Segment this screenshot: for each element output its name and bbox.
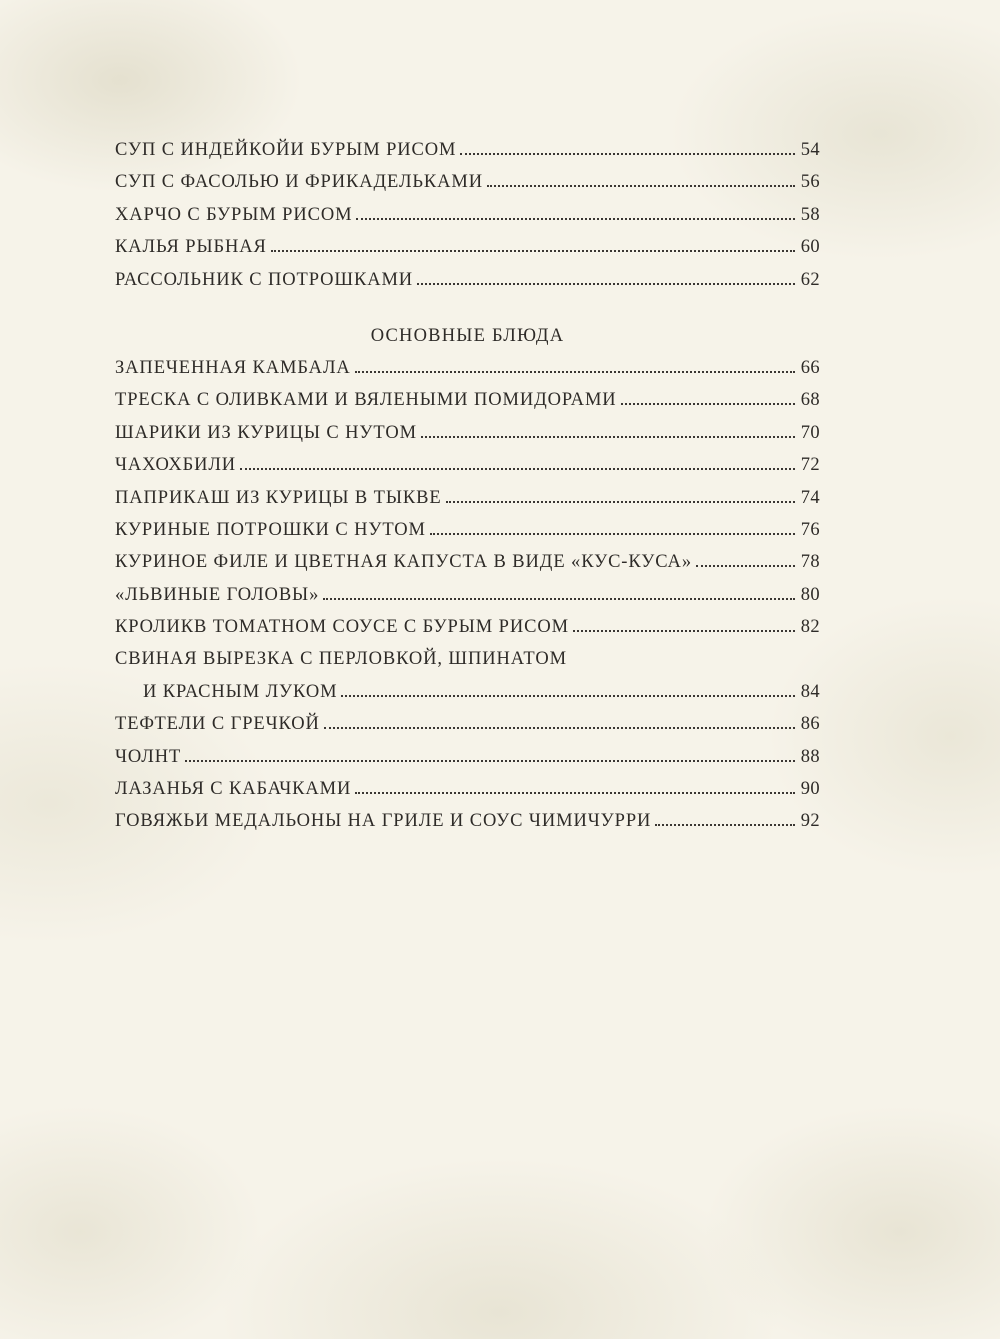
dot-leader <box>460 153 794 155</box>
dot-leader <box>655 824 794 826</box>
dot-leader <box>487 185 795 187</box>
toc-entry-continuation[interactable] <box>115 682 820 714</box>
dot-leader <box>240 468 795 470</box>
dot-leader <box>446 501 795 503</box>
toc-entry-title: ТЕФТЕЛИ С ГРЕЧКОЙ <box>115 714 320 735</box>
section-heading: ОСНОВНЫЕ БЛЮДА <box>370 325 565 346</box>
toc-entry[interactable] <box>115 617 820 649</box>
table-of-contents <box>115 140 820 844</box>
toc-entry-title: ЧАХОХБИЛИ <box>115 455 237 476</box>
toc-entry-title: ТРЕСКА С ОЛИВКАМИ И ВЯЛЕНЫМИ ПОМИДОРАМИ <box>115 390 617 411</box>
toc-entry-page: 86 <box>800 714 820 735</box>
toc-entry[interactable] <box>115 140 820 172</box>
toc-entry[interactable] <box>115 237 820 269</box>
dot-leader <box>696 565 795 567</box>
toc-entry[interactable] <box>115 585 820 617</box>
toc-entry[interactable] <box>115 205 820 237</box>
toc-entry[interactable] <box>115 714 820 746</box>
toc-entry-title-continuation: И КРАСНЫМ ЛУКОМ <box>143 681 338 702</box>
toc-entry-title: ЛАЗАНЬЯ С КАБАЧКАМИ <box>115 779 352 800</box>
toc-entry-title: КРОЛИКВ ТОМАТНОМ СОУСЕ С БУРЫМ РИСОМ <box>115 617 569 638</box>
dot-leader <box>355 371 795 373</box>
toc-entry-page: 82 <box>800 617 820 638</box>
toc-entry-title: КУРИНЫЕ ПОТРОШКИ С НУТОМ <box>115 519 426 540</box>
toc-entry[interactable] <box>115 270 820 302</box>
toc-entry-title: ЗАПЕЧЕННАЯ КАМБАЛА <box>115 357 351 378</box>
dot-leader <box>421 436 795 438</box>
dot-leader <box>430 533 795 535</box>
toc-entry-page: 58 <box>800 204 820 225</box>
toc-entry-page: 66 <box>800 357 820 378</box>
toc-entry[interactable] <box>115 488 820 520</box>
toc-entry-title: КУРИНОЕ ФИЛЕ И ЦВЕТНАЯ КАПУСТА В ВИДЕ «КУС-КУСА» <box>115 552 692 573</box>
toc-entry-page: 88 <box>800 746 820 767</box>
dot-leader <box>417 283 795 285</box>
toc-entry-title: ШАРИКИ ИЗ КУРИЦЫ С НУТОМ <box>115 422 417 443</box>
toc-entry-page: 60 <box>800 237 820 258</box>
toc-entry[interactable] <box>115 811 820 843</box>
toc-entry-title: ПАПРИКАШ ИЗ КУРИЦЫ В ТЫКВЕ <box>115 487 442 508</box>
toc-entry[interactable] <box>115 520 820 552</box>
dot-leader <box>621 403 795 405</box>
toc-entry[interactable] <box>115 390 820 422</box>
dot-leader <box>185 760 795 762</box>
toc-entry[interactable] <box>115 358 820 390</box>
toc-entry-page: 74 <box>800 487 820 508</box>
toc-entry[interactable] <box>115 455 820 487</box>
toc-entry-page: 68 <box>800 390 820 411</box>
dot-leader <box>341 695 794 697</box>
toc-entry-page: 78 <box>800 552 820 573</box>
toc-entry-title: ГОВЯЖЬИ МЕДАЛЬОНЫ НА ГРИЛЕ И СОУС ЧИМИЧУРРИ <box>115 811 652 832</box>
toc-entry-page: 92 <box>800 811 820 832</box>
toc-entry-page: 54 <box>800 140 820 160</box>
toc-entry-page: 90 <box>800 779 820 800</box>
toc-entry-page: 80 <box>800 584 820 605</box>
toc-entry[interactable] <box>115 747 820 779</box>
toc-entry-title: КАЛЬЯ РЫБНАЯ <box>115 237 267 258</box>
toc-entry-page: 72 <box>800 455 820 476</box>
dot-leader <box>324 727 795 729</box>
toc-entry-title: РАССОЛЬНИК С ПОТРОШКАМИ <box>115 269 414 290</box>
dot-leader <box>356 218 794 220</box>
toc-entry[interactable] <box>115 779 820 811</box>
dot-leader <box>355 792 794 794</box>
toc-entry-title: ХАРЧО С БУРЫМ РИСОМ <box>115 204 353 225</box>
dot-leader <box>271 250 795 252</box>
toc-entry-first-line[interactable] <box>115 649 820 681</box>
toc-entry-page: 56 <box>800 172 820 193</box>
dot-leader <box>573 630 795 632</box>
toc-entry-page: 84 <box>800 681 820 702</box>
toc-entry[interactable] <box>115 423 820 455</box>
toc-entry-page: 76 <box>800 519 820 540</box>
toc-entry[interactable] <box>115 552 820 584</box>
toc-entry-title: СУП С ИНДЕЙКОЙИ БУРЫМ РИСОМ <box>115 140 457 160</box>
toc-entry[interactable] <box>115 172 820 204</box>
dot-leader <box>323 598 794 600</box>
toc-entry-page: 70 <box>800 422 820 443</box>
toc-entry-title: СУП С ФАСОЛЬЮ И ФРИКАДЕЛЬКАМИ <box>115 172 484 193</box>
toc-entry-title: «ЛЬВИНЫЕ ГОЛОВЫ» <box>115 584 320 605</box>
toc-entry-title: СВИНАЯ ВЫРЕЗКА С ПЕРЛОВКОЙ, ШПИНАТОМ <box>115 649 567 670</box>
toc-entry-title: ЧОЛНТ <box>115 746 182 767</box>
toc-entry-page: 62 <box>800 269 820 290</box>
